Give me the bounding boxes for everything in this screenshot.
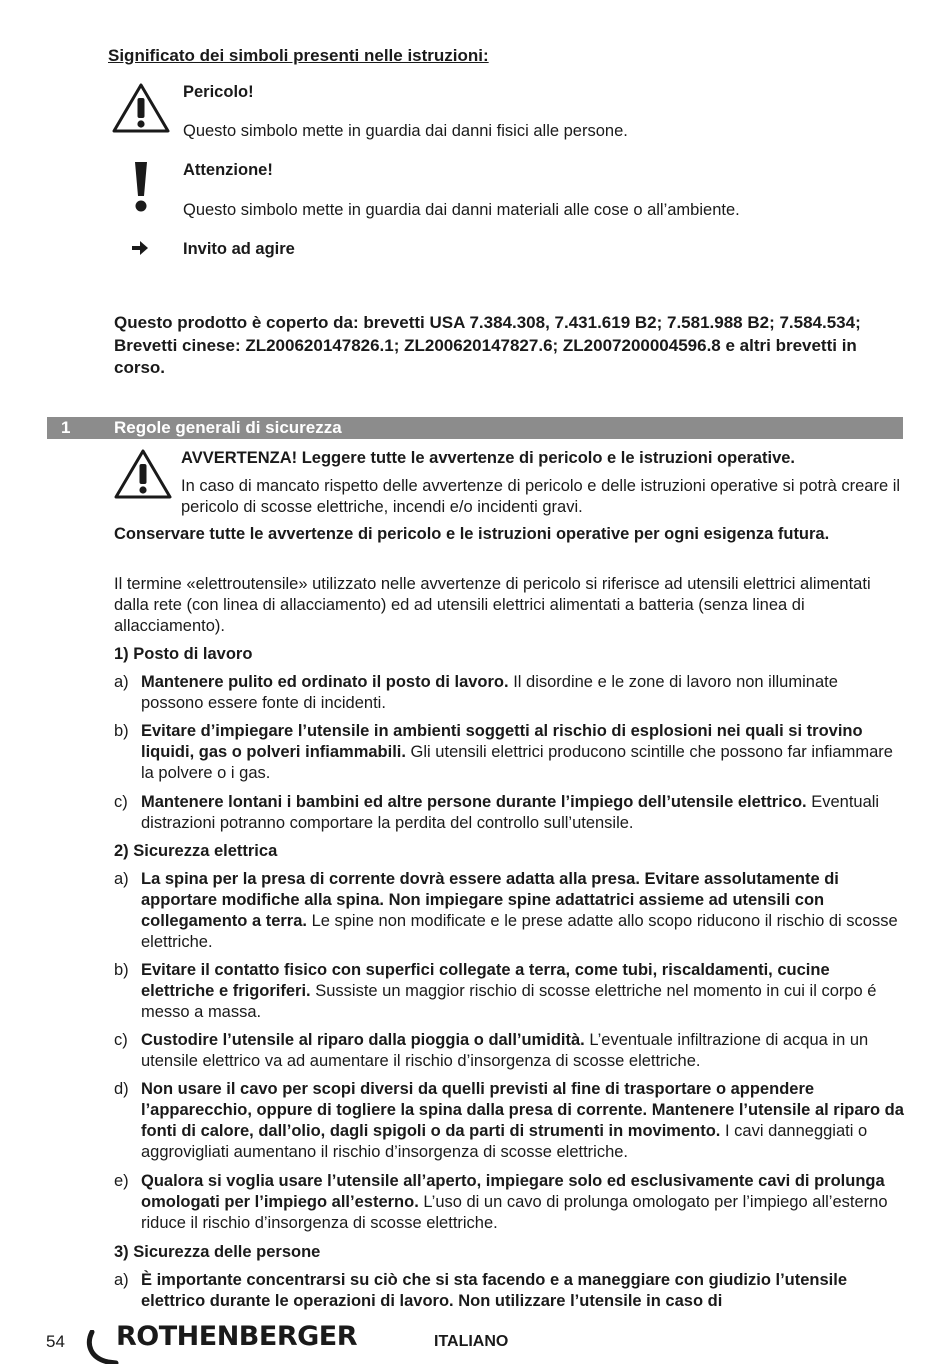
list-item: [114, 869, 904, 953]
item-bold-text: Mantenere pulito ed ordinato il posto di lavoro.: [141, 673, 509, 691]
list-item: [114, 960, 904, 1023]
subsection-heading-electrical: 2) Sicurezza elettrica: [114, 842, 278, 860]
symbol-title-invito: Invito ad agire: [183, 240, 295, 258]
item-bold-text: Evitare il contatto fisico con superfici collegate a terra, come tubi, riscaldamenti, cucine elettriche e frigoriferi.: [141, 961, 830, 1000]
arrow-right-icon: [131, 240, 149, 256]
item-letter: d): [114, 1080, 129, 1098]
symbol-text-pericolo: Questo simbolo mette in guardia dai danni fisici alle persone.: [183, 122, 628, 140]
item-letter: c): [114, 793, 128, 811]
item-letter: e): [114, 1172, 129, 1190]
warning-text: In caso di mancato rispetto delle avvertenze di pericolo e delle istruzioni operative si potrà creare il pericolo di scosse elettriche, incendi e/o incidenti gravi.: [181, 477, 901, 516]
item-bold-text: Qualora si voglia usare l’utensile all’aperto, impiegare solo ed esclusivamente cavi di prolunga omologati per l’impiego all’esterno.: [141, 1172, 885, 1211]
item-text: Gli utensili elettrici producono scintille che possono far infiammare la polvere o i gas.: [141, 743, 893, 782]
item-text: L’eventuale infiltrazione di acqua in un utensile elettrico va ad aumentare il rischio d’insorgenza di scosse elettriche.: [141, 1031, 869, 1070]
item-bold-text: Non usare il cavo per scopi diversi da quelli previsti al fine di trasportare o appendere l’apparecchio, oppure di togliere la spina dalla presa di corrente. Mantenere l’utensile al riparo da fonti di calore, dall’olio, dagli spigoli o da parti di strumenti in movimento.: [141, 1080, 904, 1140]
subsection-heading-workplace: 1) Posto di lavoro: [114, 645, 253, 663]
list-item: [114, 1270, 904, 1312]
item-text: Il disordine e le zone di lavoro non illuminate possono essere fonte di incidenti.: [141, 673, 838, 712]
item-bold-text: Custodire l’utensile al riparo dalla pioggia o dall’umidità.: [141, 1031, 585, 1049]
item-letter: a): [114, 1271, 129, 1289]
symbol-text-attenzione: Questo simbolo mette in guardia dai danni materiali alle cose o all’ambiente.: [183, 201, 740, 219]
warning-triangle-icon: [111, 82, 171, 134]
symbol-title-pericolo: Pericolo!: [183, 83, 254, 101]
item-text: Eventuali distrazioni potranno comportare la perdita del controllo sull’utensile.: [141, 793, 880, 832]
warning-title: AVVERTENZA! Leggere tutte le avvertenze di pericolo e le istruzioni operative.: [181, 449, 796, 467]
page-number: 54: [46, 1332, 65, 1351]
list-item: [114, 672, 904, 714]
logo-swoosh-icon: [86, 1330, 120, 1364]
section-number: 1: [61, 418, 71, 437]
section-title: Regole generali di sicurezza: [114, 418, 342, 437]
item-text: L’uso di un cavo di prolunga omologato per l’impiego all’esterno riduce il rischio d’insorgenza di scosse elettriche.: [141, 1193, 888, 1232]
subsection-heading-personal: 3) Sicurezza delle persone: [114, 1243, 321, 1261]
item-letter: a): [114, 673, 129, 691]
item-text: Le spine non modificate e le prese adatte allo scopo riducono il rischio di scosse elettriche.: [141, 912, 898, 951]
item-text: Sussiste un maggior rischio di scosse elettriche nel momento in cui il corpo é messo a massa.: [141, 982, 877, 1021]
item-letter: a): [114, 870, 129, 888]
list-item: [114, 1079, 904, 1163]
item-bold-text: Mantenere lontani i bambini ed altre persone durante l’impiego dell’utensile elettrico.: [141, 793, 807, 811]
item-letter: c): [114, 1031, 128, 1049]
language-label: ITALIANO: [434, 1333, 509, 1350]
exclamation-icon: [131, 160, 151, 214]
keep-instructions: Conservare tutte le avvertenze di pericolo e le istruzioni operative per ogni esigenza futura.: [114, 525, 830, 543]
symbols-heading: Significato dei simboli presenti nelle istruzioni:: [108, 46, 489, 65]
item-bold-text: La spina per la presa di corrente dovrà essere adatta alla presa. Evitare assolutamente di apportare modifiche alla spina. Non impiegare spine adattatrici assieme ad utensili con collegamento a terra.: [141, 870, 839, 930]
list-item: [114, 792, 904, 834]
item-text: I cavi danneggiati o aggrovigliati aumentano il rischio d’insorgenza di scosse elettriche.: [141, 1122, 868, 1161]
list-item: [114, 1030, 904, 1072]
item-letter: b): [114, 961, 129, 979]
item-bold-text: Evitare d’impiegare l’utensile in ambienti soggetti al rischio di esplosioni nei quali si trovino liquidi, gas o polveri infiammabili.: [141, 722, 863, 761]
brand-logo: ROTHENBERGER: [116, 1321, 358, 1352]
patent-notice: Questo prodotto è coperto da: brevetti USA 7.384.308, 7.431.619 B2; 7.581.988 B2; 7.584.534; Brevetti cinese: ZL200620147826.1; ZL200620147827.6; ZL2007200004596.8 e altri brevetti in corso.: [114, 313, 861, 377]
intro-paragraph: Il termine «elettroutensile» utilizzato nelle avvertenze di pericolo si riferisce ad utensili elettrici alimentati dalla rete (con linea di allacciamento) ed ad utensili elettrici alimentati a batteria (senza linea di allacciamento).: [114, 575, 871, 635]
list-item: [114, 721, 904, 784]
section-header: [47, 417, 903, 439]
warning-triangle-icon: [113, 448, 173, 500]
item-bold-text: È importante concentrarsi su ciò che si sta facendo e a maneggiare con giudizio l’utensile elettrico durante le operazioni di lavoro. Non utilizzare l’utensile in caso di: [141, 1271, 848, 1310]
item-letter: b): [114, 722, 129, 740]
symbol-title-attenzione: Attenzione!: [183, 161, 273, 179]
list-item: [114, 1171, 904, 1234]
